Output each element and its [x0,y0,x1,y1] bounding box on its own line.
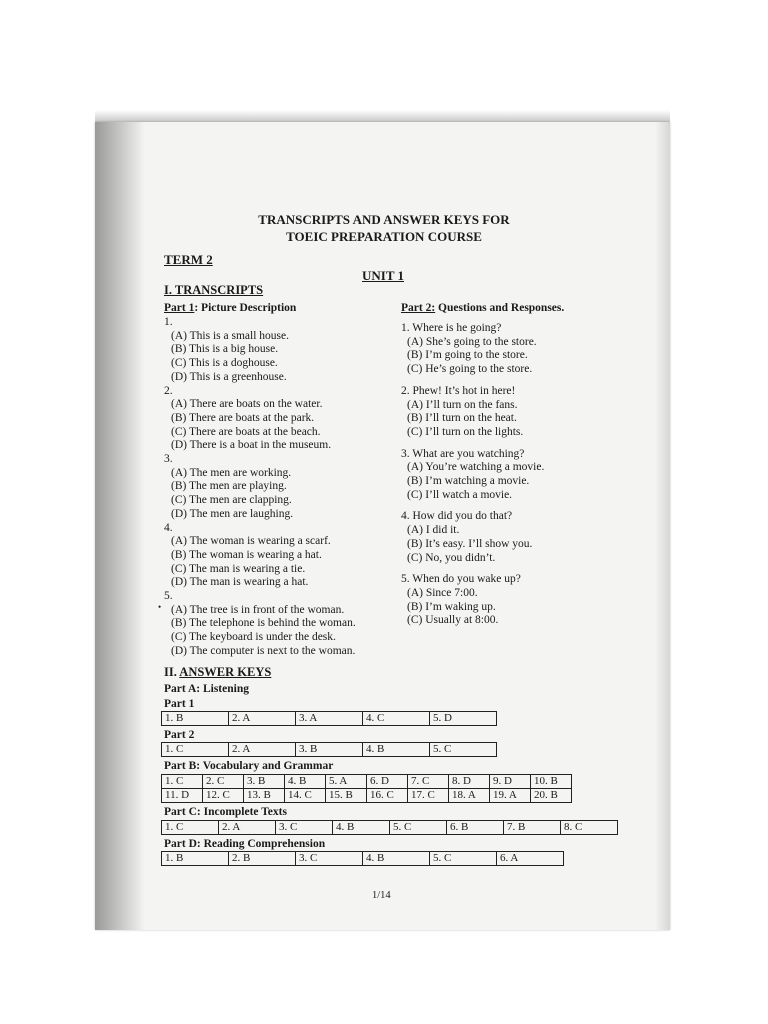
answer-cell: 2. C [203,775,244,789]
scan-shadow-right [655,122,670,930]
answer-cell: 16. C [367,789,408,803]
answer-cell: 18. A [449,789,490,803]
answer-option: (B) The telephone is behind the woman. [171,617,356,630]
answer-option: (A) I did it. [407,524,460,537]
answer-cell: 3. B [296,743,363,757]
answer-option: (C) The men are clapping. [171,494,292,507]
answer-cell: 19. A [490,789,531,803]
answer-option: (A) This is a small house. [171,329,289,342]
answer-option: (C) The keyboard is under the desk. [171,631,336,644]
answer-cell: 15. B [326,789,367,803]
question-number: 5. [164,590,173,602]
part-d-heading: Part D: Reading Comprehension [164,838,326,850]
question-number: 1. [164,316,173,328]
answer-option: (D) There is a boat in the museum. [171,439,332,452]
part-c-heading: Part C: Incomplete Texts [164,806,287,818]
document-title-line1: TRANSCRIPTS AND ANSWER KEYS FOR [258,212,510,227]
part1-key-label: Part 1 [164,698,195,710]
answer-option: (B) I’m watching a movie. [407,475,530,487]
answer-cell: 4. C [363,712,430,726]
question-number: 2. [164,384,173,397]
answer-option: (C) This is a doghouse. [171,357,278,370]
answer-option: (B) I’m waking up. [407,600,496,613]
answer-cell: 13. B [244,789,285,803]
scan-shadow-left [95,122,145,930]
answer-option: (C) He’s going to the store. [407,363,533,376]
answer-option: (A) You’re watching a movie. [407,461,545,474]
answer-cell: 5. D [430,712,497,726]
question-text: 2. Phew! It’s hot in here! [401,384,516,397]
answer-option: (B) The men are playing. [171,480,287,493]
transcripts-heading: I. TRANSCRIPTS [164,283,264,297]
stray-mark: • [158,602,162,612]
answer-option: (B) It’s easy. I’ll show you. [407,537,533,550]
answer-option: (C) No, you didn’t. [407,551,496,564]
answer-cell: 1. C [162,821,219,835]
question-text: 5. When do you wake up? [401,573,521,586]
answer-option: (B) This is a big house. [171,343,279,356]
answer-cell: 6. B [447,821,504,835]
answer-cell: 3. B [244,775,285,789]
answer-option: (C) Usually at 8:00. [407,614,499,627]
part2-key-label: Part 2 [164,729,195,741]
question-number: 4. [164,521,173,534]
answer-cell: 1. B [162,712,229,726]
answer-option: (A) Since 7:00. [407,586,478,599]
answer-cell: 6. D [367,775,408,789]
answer-option: (B) There are boats at the park. [171,411,315,424]
question-number: 3. [164,453,173,465]
answer-cell: 5. A [326,775,367,789]
answer-cell: 1. C [162,775,203,789]
part2-answer-table [161,742,497,757]
answer-option: (D) The computer is next to the woman. [171,644,356,657]
answer-option: (A) The men are working. [171,466,292,479]
answer-option: (A) The woman is wearing a scarf. [171,535,331,548]
answer-cell: 2. A [229,712,296,726]
answer-option: (C) The man is wearing a tie. [171,562,306,575]
answer-cell: 12. C [203,789,244,803]
answer-option: (C) I’ll turn on the lights. [407,425,524,438]
question-text: 1. Where is he going? [401,322,502,334]
answer-cell: 20. B [531,789,572,803]
part-c-answer-table [161,820,618,835]
answer-cell: 7. C [408,775,449,789]
answer-cell: 3. C [296,852,363,866]
page-number: 1/14 [372,890,391,901]
answer-cell: 5. C [430,852,497,866]
part-b-answer-table [161,774,572,803]
answer-cell: 1. B [162,852,229,866]
part1-title: Part 1: Picture Description [164,302,297,314]
answer-option: (D) The man is wearing a hat. [171,576,309,589]
document-title-line2: TOEIC PREPARATION COURSE [286,229,482,244]
answer-cell: 2. B [229,852,296,866]
answer-option: (B) I’ll turn on the heat. [407,412,517,425]
part-b-heading: Part B: Vocabulary and Grammar [164,760,334,772]
answer-cell: 4. B [285,775,326,789]
answer-cell: 4. B [333,821,390,835]
part-a-heading: Part A: Listening [164,683,249,695]
answer-option: (D) This is a greenhouse. [171,370,287,383]
answer-cell: 8. D [449,775,490,789]
answer-cell: 2. A [219,821,276,835]
answer-cell: 4. B [363,852,430,866]
answer-option: (A) I’ll turn on the fans. [407,398,518,411]
answer-cell: 4. B [363,743,430,757]
answer-cell: 8. C [561,821,618,835]
answer-cell: 9. D [490,775,531,789]
part2-title: Part 2: Questions and Responses. [401,302,565,314]
answer-cell: 1. C [162,743,229,757]
answer-option: (A) She’s going to the store. [407,335,537,348]
answer-cell: 5. C [430,743,497,757]
part1-answer-table [161,711,497,726]
part-d-answer-table [161,851,564,866]
answer-cell: 2. A [229,743,296,757]
answer-cell: 17. C [408,789,449,803]
answer-keys-heading: II. ANSWER KEYS [164,665,272,679]
answer-cell: 10. B [531,775,572,789]
question-text: 4. How did you do that? [401,510,513,523]
answer-option: (B) I’m going to the store. [407,349,528,362]
answer-option: (C) I’ll watch a movie. [407,488,513,501]
answer-option: (D) The men are laughing. [171,507,294,520]
answer-cell: 11. D [162,789,203,803]
answer-option: (B) The woman is wearing a hat. [171,548,322,561]
answer-option: (C) There are boats at the beach. [171,425,321,438]
answer-cell: 5. C [390,821,447,835]
answer-option: (A) There are boats on the water. [171,398,323,411]
answer-cell: 14. C [285,789,326,803]
answer-cell: 7. B [504,821,561,835]
answer-cell: 3. C [276,821,333,835]
question-text: 3. What are you watching? [401,447,525,460]
answer-cell: 6. A [497,852,564,866]
answer-option: (A) The tree is in front of the woman. [171,603,345,616]
term-heading: TERM 2 [164,252,213,267]
answer-cell: 3. A [296,712,363,726]
unit-heading: UNIT 1 [362,268,405,283]
